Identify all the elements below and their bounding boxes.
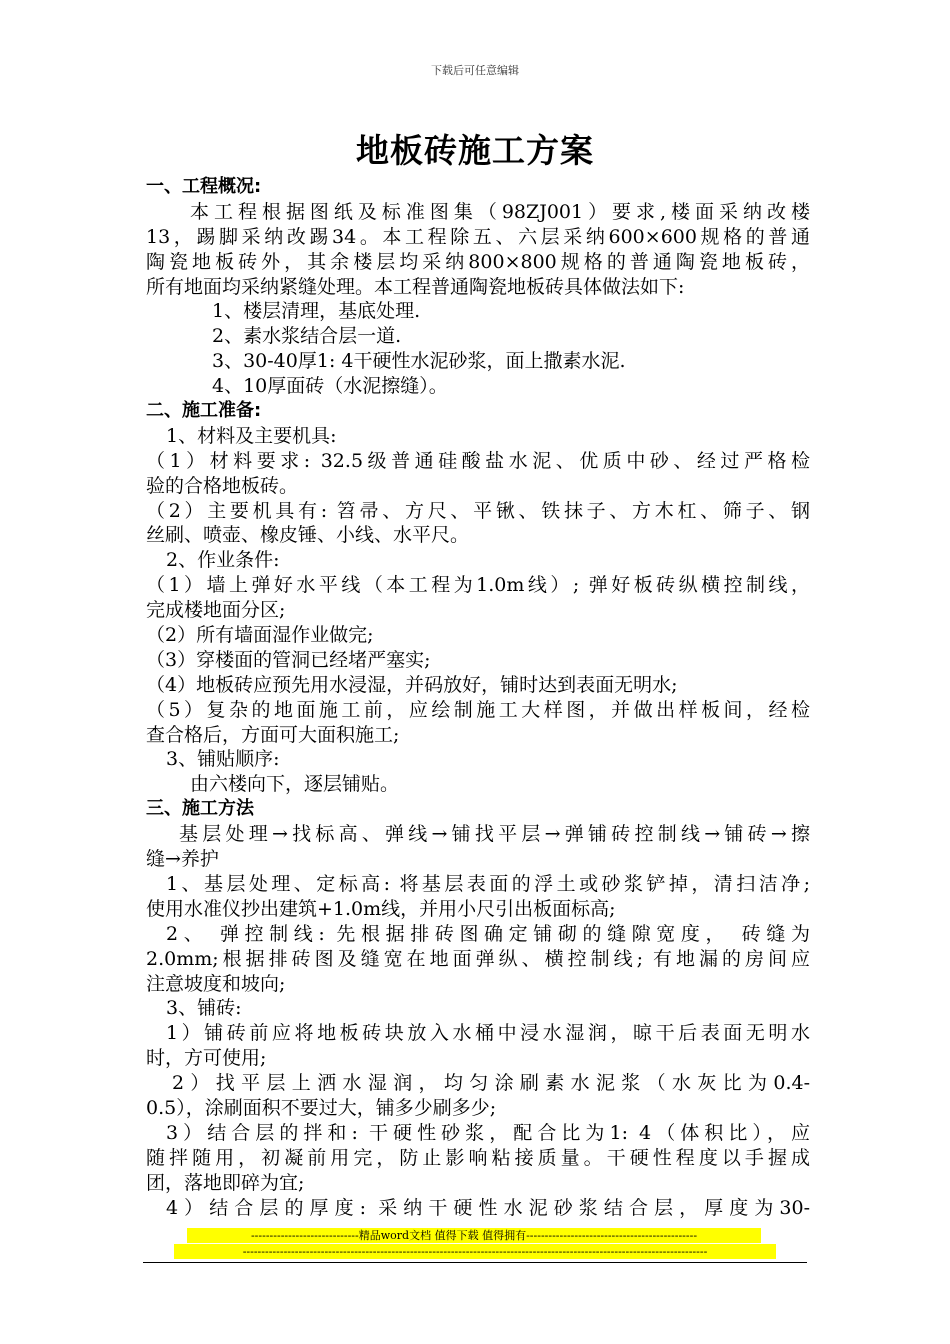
body-line: 随拌随用，初凝前用完，防止影响粘接质量。干硬性程度以手握成 — [146, 1146, 810, 1169]
body-line: （3）穿楼面的管洞已经堵严塞实; — [146, 648, 431, 671]
body-line: 2、 弹控制线: 先根据排砖图确定铺砌的缝隙宽度， 砖缝为 — [166, 922, 810, 945]
body-line: 由六楼向下，逐层铺贴。 — [190, 773, 400, 796]
body-line: 缝→养护 — [146, 848, 219, 871]
body-line: 13，踢脚采纳改踢34。本工程除五、六层采纳600×600规格的普通 — [146, 225, 810, 248]
body-line: 时，方可使用; — [146, 1047, 267, 1070]
footer-banner-line-2: ----------------------------------------------------------------------------------------------------------------------------- — [174, 1244, 776, 1259]
document-title: 地板砖施工方案 — [356, 131, 594, 170]
body-line: 完成楼地面分区; — [146, 599, 286, 622]
body-line: 3、铺砖: — [166, 997, 242, 1020]
section-heading: 一、工程概况: — [146, 176, 262, 197]
body-line: 使用水准仪抄出建筑+1.0m线，并用小尺引出板面标高; — [146, 897, 616, 920]
body-line: 本工程根据图纸及标准图集（98ZJ001）要求,楼面采纳改楼 — [190, 200, 810, 223]
body-line: （1）材料要求: 32.5级普通硅酸盐水泥、优质中砂、经过严格检 — [146, 449, 810, 472]
body-line: 验的合格地板砖。 — [146, 474, 299, 497]
body-line: 陶瓷地板砖外，其余楼层均采纳800×800规格的普通陶瓷地板砖， — [146, 250, 810, 273]
body-line: 团，落地即碎为宜; — [146, 1171, 305, 1194]
body-line: 4、10厚面砖（水泥擦缝）。 — [212, 375, 448, 398]
body-line: 1、材料及主要机具: — [166, 424, 337, 447]
body-line: （1）墙上弹好水平线（本工程为1.0m线）; 弹好板砖纵横控制线， — [146, 574, 810, 597]
body-line: 1、楼层清理，基底处理. — [212, 300, 421, 323]
body-line: 所有地面均采纳紧缝处理。本工程普通陶瓷地板砖具体做法如下: — [146, 275, 685, 298]
body-line: 2、作业条件: — [166, 549, 280, 572]
body-line: 2.0mm;根据排砖图及缝宽在地面弹纵、横控制线; 有地漏的房间应 — [146, 947, 810, 970]
body-line: 2、素水浆结合层一道. — [212, 325, 402, 348]
body-line: 3、铺贴顺序: — [166, 748, 280, 771]
body-line: 1、基层处理、定标高: 将基层表面的浮土或砂浆铲掉，清扫洁净; — [166, 872, 810, 895]
body-line: （4）地板砖应预先用水浸湿，并码放好，铺时达到表面无明水; — [146, 673, 678, 696]
body-line: （2）所有墙面湿作业做完; — [146, 624, 374, 647]
section-heading: 二、施工准备: — [146, 400, 262, 422]
footer-divider — [143, 1262, 807, 1263]
body-line: 4）结合层的厚度: 采纳干硬性水泥砂浆结合层，厚度为30- — [166, 1196, 810, 1219]
body-line: 注意坡度和坡向; — [146, 972, 286, 995]
document-body — [146, 175, 810, 1220]
body-line: 查合格后，方面可大面积施工; — [146, 723, 400, 746]
body-line: 3）结合层的拌和: 干硬性砂浆，配合比为1: 4（体积比），应 — [166, 1121, 810, 1144]
page-header-note: 下载后可任意编辑 — [431, 64, 519, 77]
body-line: 0.5），涂刷面积不要过大，铺多少刷多少; — [146, 1096, 497, 1119]
body-line: 3、30-40厚1: 4干硬性水泥砂浆，面上撒素水泥. — [212, 350, 626, 373]
footer-banner-line-1: -----------------------------精品word文档 值得下载 值得拥有---------------------------------------------- — [187, 1228, 761, 1243]
body-line: 丝刷、喷壶、橡皮锤、小线、水平尺。 — [146, 524, 470, 547]
body-line: 基层处理→找标高、弹线→铺找平层→弹铺砖控制线→铺砖→擦 — [179, 823, 810, 846]
section-heading: 三、施工方法 — [146, 798, 254, 820]
body-line: （5）复杂的地面施工前，应绘制施工大样图，并做出样板间，经检 — [146, 698, 810, 721]
body-line: 2）找平层上洒水湿润，均匀涂刷素水泥浆（水灰比为0.4- — [172, 1072, 810, 1095]
body-line: （2）主要机具有: 笤帚、方尺、平锹、铁抹子、方木杠、筛子、钢 — [146, 499, 810, 522]
body-line: 1）铺砖前应将地板砖块放入水桶中浸水湿润，晾干后表面无明水 — [166, 1022, 810, 1045]
